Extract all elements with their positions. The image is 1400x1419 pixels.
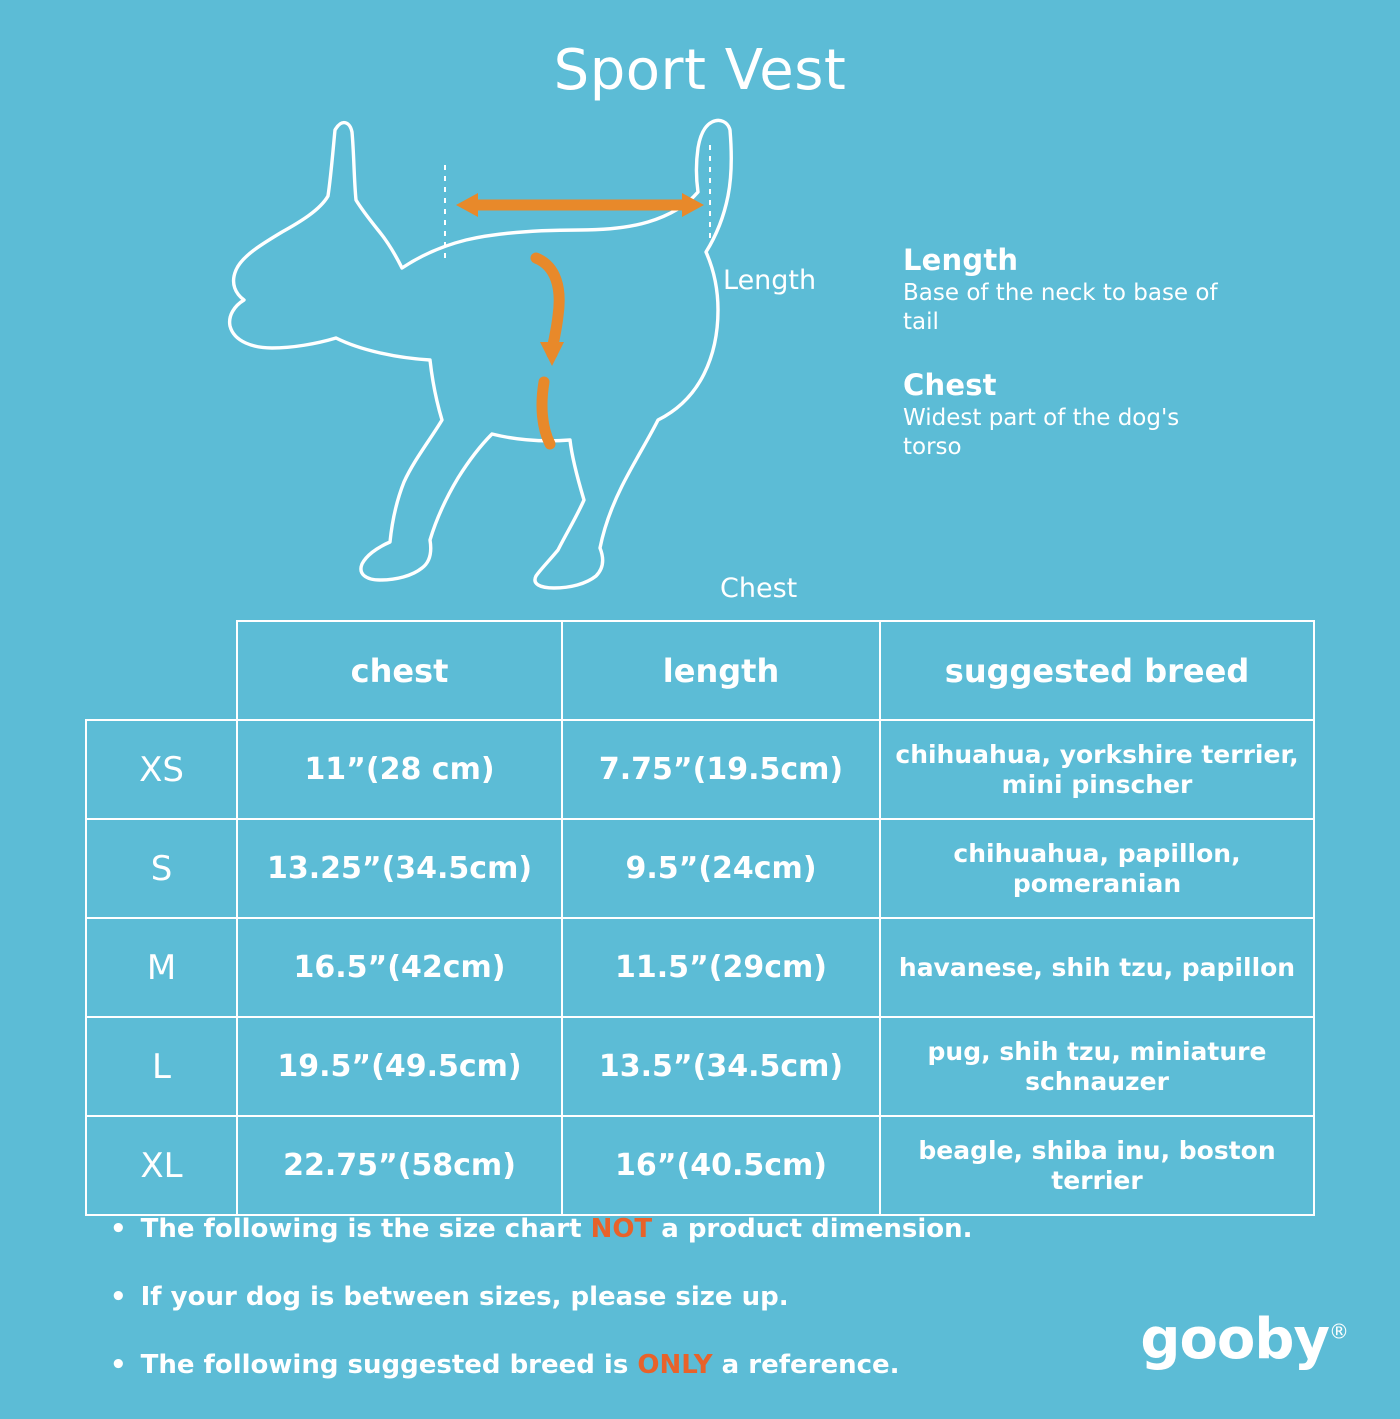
row-size: S [86,819,237,918]
note-item [110,1350,1210,1381]
note-text-pre: If your dog is between sizes, please size up. [140,1282,789,1313]
row-chest: 19.5”(49.5cm) [237,1017,562,1116]
note-text [141,1350,900,1381]
row-chest: 22.75”(58cm) [237,1116,562,1215]
legend-length-heading: Length [903,243,1019,277]
chest-label: Chest [720,573,798,604]
row-size: M [86,918,237,1017]
table-header-row [86,621,1314,720]
size-table [85,620,1315,1216]
table-row [86,1116,1314,1215]
note-emphasis: NOT [590,1214,653,1244]
row-length: 16”(40.5cm) [562,1116,880,1215]
legend-chest-block [903,368,1233,462]
note-item [110,1282,1210,1313]
registered-mark-icon: ® [1329,1319,1348,1344]
row-breed: havanese, shih tzu, papillon [880,918,1314,1017]
row-breed: chihuahua, papillon, pomeranian [880,819,1314,918]
legend-length-description: Base of the neck to base of tail [903,280,1218,335]
brand-logo-text: gooby [1140,1307,1329,1372]
bullet-icon: • [110,1282,127,1313]
table-row [86,918,1314,1017]
note-emphasis: ONLY [637,1350,713,1381]
note-text-post: a reference. [712,1350,900,1381]
table-header-blank [86,621,237,720]
row-length: 13.5”(34.5cm) [562,1017,880,1116]
table-row [86,819,1314,918]
notes-list [110,1214,1210,1419]
legend [903,243,1233,462]
page-title: Sport Vest [553,38,847,103]
legend-chest-description: Widest part of the dog's torso [903,404,1180,460]
legend-chest-heading: Chest [903,367,997,402]
bullet-icon: • [110,1350,127,1381]
dog-outline-icon [200,110,880,610]
row-length: 7.75”(19.5cm) [562,720,880,819]
note-text [141,1214,973,1245]
note-item [110,1214,1210,1245]
brand-logo [1140,1307,1348,1372]
dog-measurement-illustration [200,110,880,604]
row-size: XS [86,720,237,819]
row-chest: 11”(28 cm) [237,720,562,819]
note-text [141,1282,789,1313]
row-breed: beagle, shiba inu, boston terrier [880,1116,1314,1215]
row-size: L [86,1017,237,1116]
note-text-pre: The following is the size chart [140,1214,591,1244]
row-chest: 13.25”(34.5cm) [237,819,562,918]
row-length: 9.5”(24cm) [562,819,880,918]
table-header-chest: chest [237,621,562,720]
table-row [86,1017,1314,1116]
table-header-breed: suggested breed [880,621,1314,720]
legend-length-block [903,243,1233,337]
row-size: XL [86,1116,237,1215]
table-body [86,720,1314,1215]
row-chest: 16.5”(42cm) [237,918,562,1017]
length-label: Length [723,265,817,296]
note-text-pre: The following suggested breed is [140,1350,638,1381]
row-length: 11.5”(29cm) [562,918,880,1017]
table-row [86,720,1314,819]
table-header-length: length [562,621,880,720]
row-breed: pug, shih tzu, miniature schnauzer [880,1017,1314,1116]
note-text-post: a product dimension. [652,1214,973,1244]
bullet-icon: • [110,1214,127,1244]
row-breed: chihuahua, yorkshire terrier, mini pinscher [880,720,1314,819]
